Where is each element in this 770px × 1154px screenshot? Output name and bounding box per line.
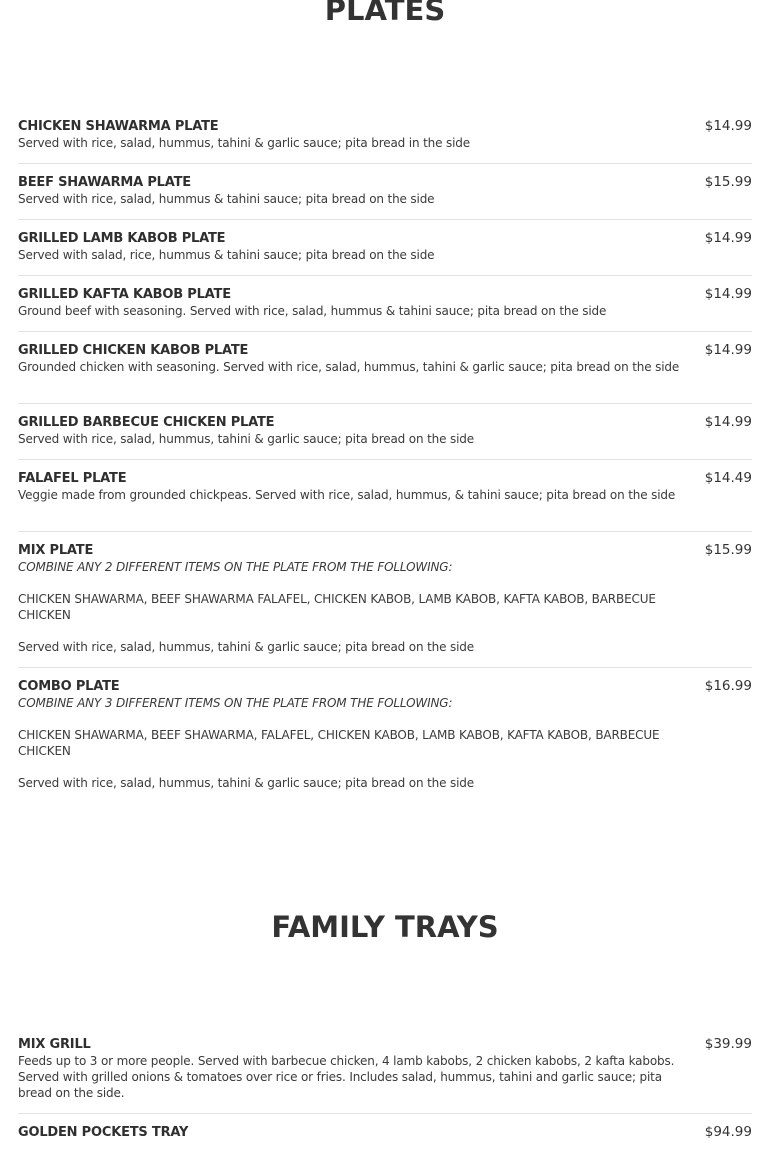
section-title-family-trays: FAMILY TRAYS: [271, 910, 499, 944]
item-name: COMBO PLATE: [18, 679, 120, 694]
item-description: Served with rice, salad, hummus, tahini & garlic sauce; pita bread in the side: [18, 136, 470, 150]
item-name: BEEF SHAWARMA PLATE: [18, 175, 191, 190]
item-price: $15.99: [704, 174, 752, 190]
item-name: MIX PLATE: [18, 543, 94, 558]
item-price: $39.99: [704, 1036, 752, 1052]
menu-item-grilled-chicken-kabob-plate: [18, 342, 752, 404]
menu-item-mix-plate: [18, 542, 752, 668]
item-price: $14.49: [704, 470, 752, 486]
item-name: GOLDEN POCKETS TRAY: [18, 1125, 189, 1140]
item-options: CHICKEN SHAWARMA, BEEF SHAWARMA, FALAFEL, CHICKEN KABOB, LAMB KABOB, KAFTA KABOB, BARBECUE CHICKEN: [18, 728, 660, 758]
menu-item-grilled-lamb-kabob-plate: [18, 230, 752, 276]
item-price: $16.99: [704, 678, 752, 694]
item-price: $14.99: [704, 414, 752, 430]
family-trays-menu-list: [18, 1036, 752, 1154]
item-note: COMBINE ANY 2 DIFFERENT ITEMS ON THE PLATE FROM THE FOLLOWING:: [18, 560, 453, 574]
item-description: Grounded chicken with seasoning. Served with rice, salad, hummus, tahini & garlic sauce; pita bread on the side: [18, 360, 680, 374]
menu-item-mix-grill: [18, 1036, 752, 1114]
item-description: Served with salad, rice, hummus & tahini sauce; pita bread on the side: [18, 248, 435, 262]
item-options: CHICKEN SHAWARMA, BEEF SHAWARMA FALAFEL, CHICKEN KABOB, LAMB KABOB, KAFTA KABOB, BARBECUE CHICKEN: [18, 592, 656, 622]
menu-item-beef-shawarma-plate: [18, 174, 752, 220]
item-name: GRILLED CHICKEN KABOB PLATE: [18, 343, 249, 358]
item-price: $14.99: [704, 118, 752, 134]
item-price: $14.99: [704, 342, 752, 358]
item-price: $14.99: [704, 286, 752, 302]
item-name: GRILLED LAMB KABOB PLATE: [18, 231, 226, 246]
menu-item-grilled-kafta-kabob-plate: [18, 286, 752, 332]
item-name: GRILLED KAFTA KABOB PLATE: [18, 287, 231, 302]
item-price: $15.99: [704, 542, 752, 558]
item-name: CHICKEN SHAWARMA PLATE: [18, 119, 219, 134]
menu-item-chicken-shawarma-plate: [18, 118, 752, 164]
plates-menu-list: [18, 118, 752, 803]
item-description: Veggie made from grounded chickpeas. Served with rice, salad, hummus, & tahini sauce; pita bread on the side: [18, 488, 676, 502]
item-price: $14.99: [704, 230, 752, 246]
item-description: Served with rice, salad, hummus, tahini & garlic sauce; pita bread on the side: [18, 776, 475, 790]
item-name: FALAFEL PLATE: [18, 471, 127, 486]
item-description: Feeds up to 3 or more people. Served with barbecue chicken, 4 lamb kabobs, 2 chicken kabobs, 2 kafta kabobs. Served with grilled onions & tomatoes over rice or fries. Includes salad, hummus, tahini and garlic sauce; pita bread on the side.: [18, 1054, 675, 1100]
menu-item-falafel-plate: [18, 470, 752, 532]
menu-item-grilled-barbecue-chicken-plate: [18, 414, 752, 460]
item-description: Served with rice, salad, hummus & tahini sauce; pita bread on the side: [18, 192, 435, 206]
menu-item-golden-pockets-tray: [18, 1124, 752, 1154]
item-description: Served with rice, salad, hummus, tahini & garlic sauce; pita bread on the side: [18, 432, 475, 446]
item-name: GRILLED BARBECUE CHICKEN PLATE: [18, 415, 275, 430]
section-title-plates: PLATES: [324, 0, 446, 27]
item-price: $94.99: [704, 1124, 752, 1140]
item-description: Served with rice, salad, hummus, tahini & garlic sauce; pita bread on the side: [18, 640, 475, 654]
item-note: COMBINE ANY 3 DIFFERENT ITEMS ON THE PLATE FROM THE FOLLOWING:: [18, 696, 453, 710]
item-name: MIX GRILL: [18, 1037, 91, 1052]
menu-item-combo-plate: [18, 678, 752, 803]
item-description: Ground beef with seasoning. Served with rice, salad, hummus & tahini sauce; pita bread on the side: [18, 304, 607, 318]
